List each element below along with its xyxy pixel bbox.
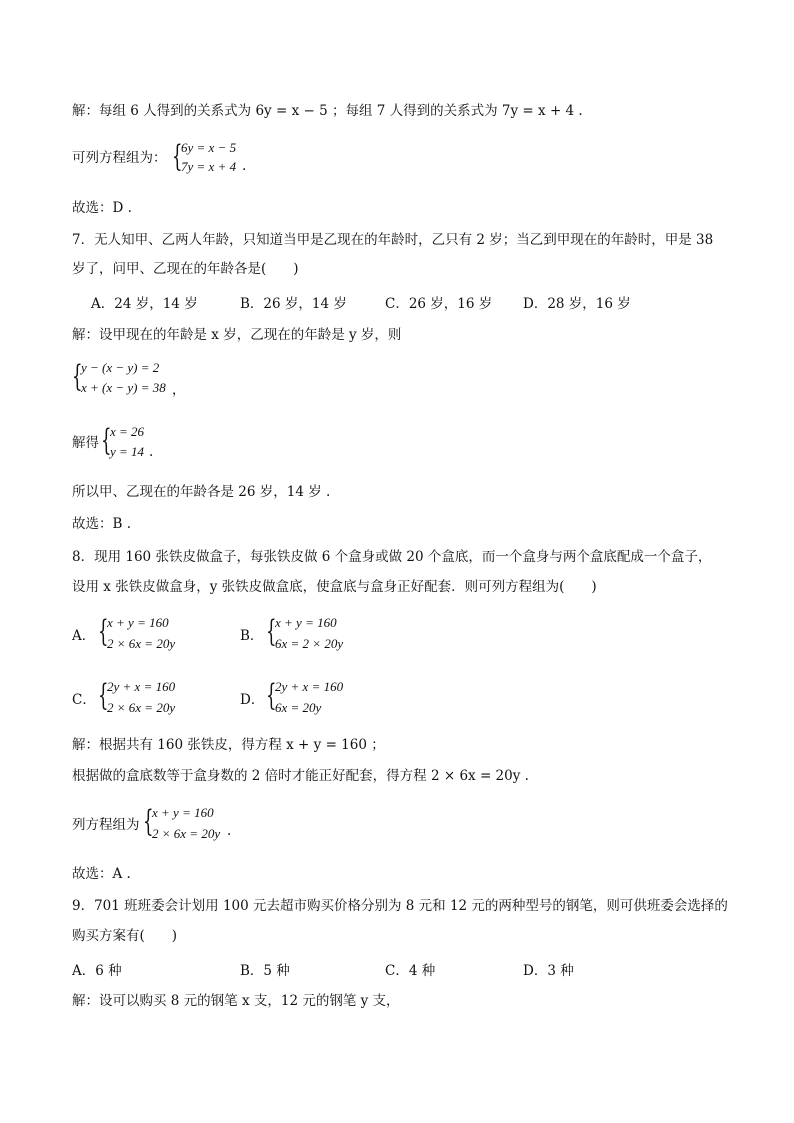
equation-row: 6x = 20y xyxy=(275,700,322,715)
period: . xyxy=(149,444,154,460)
equation-row: 6x = 2 × 20y xyxy=(275,636,344,651)
q7-solution-system xyxy=(101,424,171,462)
q7-option-d: D．28 岁，16 岁 xyxy=(523,296,631,312)
q7-option-a: A．24 岁，14 岁 xyxy=(91,296,198,312)
q9-option-b: B．5 种 xyxy=(240,963,290,979)
q8-option-c-system xyxy=(98,679,208,717)
equation-row: x + (x − y) = 38 xyxy=(81,380,166,395)
q8-option-c-label: C． xyxy=(72,692,96,708)
equation-row: 2 × 6x = 20y xyxy=(107,700,176,715)
q7-option-c: C．26 岁，16 岁 xyxy=(385,296,493,312)
q8-option-b-system xyxy=(266,615,376,653)
q6-equation-system xyxy=(172,140,262,176)
comma: ， xyxy=(172,382,186,398)
brace-symbol: { xyxy=(266,614,277,649)
q8-stem-line-1: 8．现用 160 张铁皮做盒子，每张铁皮做 6 个盒身或做 20 个盒底，而一个盒身与两个盒底配成一个盒子， xyxy=(72,549,712,565)
q8-answer: 故选：A . xyxy=(72,866,131,882)
q8-solution-line-2: 根据做的盒底数等于盒身数的 2 倍时才能正好配套，得方程 2 × 6x = 20y . xyxy=(72,768,529,784)
q9-option-a: A．6 种 xyxy=(72,963,122,979)
brace-symbol: { xyxy=(143,804,154,839)
equation-row: x = 26 xyxy=(110,424,145,439)
q7-stem-line-2: 岁了，问甲、乙现在的年龄各是( ) xyxy=(72,261,299,277)
q9-option-d: D．3 种 xyxy=(523,963,574,979)
q9-solution-line: 解：设可以购买 8 元的钢笔 x 支，12 元的钢笔 y 支， xyxy=(72,993,400,1009)
equation-row: x + y = 160 xyxy=(107,615,169,630)
equation-row: y = 14 xyxy=(110,444,145,459)
q6-solution-line: 解：每组 6 人得到的关系式为 6y = x − 5 ；每组 7 人得到的关系式为 7y = x + 4 . xyxy=(72,103,583,119)
brace-symbol: { xyxy=(98,614,109,649)
q7-stem-line-1: 7．无人知甲、乙两人年龄，只知道当甲是乙现在的年龄时，乙只有 2 岁；当乙到甲现在的年龄时，甲是 38 xyxy=(72,232,714,248)
period: . xyxy=(242,158,247,174)
q8-option-d-label: D． xyxy=(240,692,265,708)
brace-symbol: { xyxy=(266,678,277,713)
q6-answer: 故选：D . xyxy=(72,200,132,216)
equation-row: x + y = 160 xyxy=(152,805,214,820)
q8-equation-system xyxy=(143,805,253,843)
q8-option-b-label: B． xyxy=(240,628,264,644)
q7-equation-system xyxy=(72,360,192,398)
q8-option-a-label: A． xyxy=(72,628,96,644)
brace-symbol: { xyxy=(98,678,109,713)
brace-symbol: { xyxy=(172,139,183,174)
q8-system-lead: 列方程组为 xyxy=(72,817,140,833)
q9-stem-line-2: 购买方案有( ) xyxy=(72,928,178,944)
period: . xyxy=(227,823,232,839)
q7-conclusion: 所以甲、乙现在的年龄各是 26 岁，14 岁 . xyxy=(72,484,331,500)
equation-row: x + y = 160 xyxy=(275,615,337,630)
equation-row: 2y + x = 160 xyxy=(107,679,176,694)
q6-system-lead: 可列方程组为： xyxy=(72,150,167,166)
q7-answer: 故选：B . xyxy=(72,516,132,532)
q9-option-c: C．4 种 xyxy=(385,963,436,979)
q8-option-a-system xyxy=(98,615,208,653)
q8-stem-line-2: 设用 x 张铁皮做盒身，y 张铁皮做盒底，使盒底与盒身正好配套．则可列方程组为( ) xyxy=(72,579,597,595)
q7-solution-line: 解：设甲现在的年龄是 x 岁，乙现在的年龄是 y 岁，则 xyxy=(72,327,402,343)
q8-option-d-system xyxy=(266,679,376,717)
equation-row: 7y = x + 4 xyxy=(181,159,237,174)
q9-stem-line-1: 9．701 班班委会计划用 100 元去超市购买价格分别为 8 元和 12 元的两种型号的钢笔，则可供班委会选择的 xyxy=(72,898,728,914)
q7-option-b: B．26 岁，14 岁 xyxy=(240,296,347,312)
brace-symbol: { xyxy=(101,423,112,458)
q8-solution-line-1: 解：根据共有 160 张铁皮，得方程 x + y = 160 ； xyxy=(72,737,385,753)
brace-symbol: { xyxy=(72,359,83,394)
equation-row: 6y = x − 5 xyxy=(181,140,237,155)
q7-solve-lead: 解得 xyxy=(72,435,99,451)
equation-row: 2 × 6x = 20y xyxy=(107,636,176,651)
equation-row: y − (x − y) = 2 xyxy=(81,360,160,375)
equation-row: 2y + x = 160 xyxy=(275,679,344,694)
equation-row: 2 × 6x = 20y xyxy=(152,826,221,841)
